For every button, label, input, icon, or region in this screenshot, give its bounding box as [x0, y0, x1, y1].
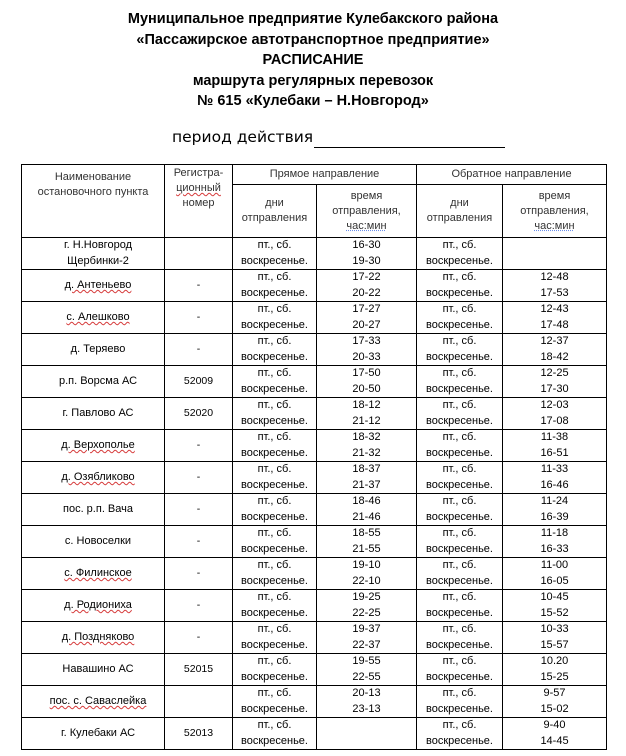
- forward-days: пт., сб. воскресенье.: [233, 686, 317, 718]
- stop-name: д. Верхополье: [22, 430, 165, 462]
- doc-subtitle: маршрута регулярных перевозок: [192, 72, 434, 89]
- reg-number: -: [165, 558, 233, 590]
- forward-time: 18-55 21-55: [317, 526, 417, 558]
- reg-number: 52013: [165, 718, 233, 750]
- reg-number: 52015: [165, 654, 233, 686]
- reg-number: [165, 238, 233, 270]
- forward-days: пт., сб. воскресенье.: [233, 270, 317, 302]
- reg-number: -: [165, 494, 233, 526]
- table-row: [22, 622, 607, 654]
- forward-time: 18-12 21-12: [317, 398, 417, 430]
- table-row: [22, 366, 607, 398]
- forward-days: пт., сб. воскресенье.: [233, 430, 317, 462]
- reg-number: -: [165, 590, 233, 622]
- stop-name: с. Новоселки: [22, 526, 165, 558]
- forward-days: пт., сб. воскресенье.: [233, 302, 317, 334]
- reg-number: -: [165, 270, 233, 302]
- document-header: [0, 0, 626, 112]
- backward-days: пт., сб. воскресенье.: [417, 366, 503, 398]
- org-name: Муниципальное предприятие Кулебакского района: [127, 11, 499, 27]
- period-label: период действия: [172, 128, 314, 146]
- table-row: [22, 590, 607, 622]
- forward-days: пт., сб. воскресенье.: [233, 718, 317, 750]
- doc-title: РАСПИСАНИЕ: [262, 52, 364, 68]
- header-backward-time: время отправления, час:мин: [503, 185, 607, 238]
- forward-days: пт., сб. воскресенье.: [233, 334, 317, 366]
- table-row: [22, 398, 607, 430]
- forward-days: пт., сб. воскресенье.: [233, 526, 317, 558]
- forward-days: пт., сб. воскресенье.: [233, 494, 317, 526]
- table-row: [22, 302, 607, 334]
- forward-days: пт., сб. воскресенье.: [233, 398, 317, 430]
- backward-time: 11-38 16-51: [503, 430, 607, 462]
- backward-time: 11-00 16-05: [503, 558, 607, 590]
- header-reg-number: Регистра- ционный номер: [165, 165, 233, 238]
- period-blank-line: [314, 147, 505, 148]
- backward-time: 10-33 15-57: [503, 622, 607, 654]
- reg-number: -: [165, 430, 233, 462]
- forward-time: 19-37 22-37: [317, 622, 417, 654]
- forward-time: 17-27 20-27: [317, 302, 417, 334]
- stop-name: д. Антеньево: [22, 270, 165, 302]
- forward-time: 17-22 20-22: [317, 270, 417, 302]
- reg-number: -: [165, 334, 233, 366]
- table-row: [22, 654, 607, 686]
- backward-days: пт., сб. воскресенье.: [417, 718, 503, 750]
- forward-days: пт., сб. воскресенье.: [233, 462, 317, 494]
- reg-number: [165, 686, 233, 718]
- stop-name: Навашино АС: [22, 654, 165, 686]
- table-row: [22, 334, 607, 366]
- backward-days: пт., сб. воскресенье.: [417, 462, 503, 494]
- header-stop-name: Наименование остановочного пункта: [22, 165, 165, 238]
- header-forward-direction: Прямое направление: [233, 165, 417, 185]
- forward-time: 16-30 19-30: [317, 238, 417, 270]
- backward-days: пт., сб. воскресенье.: [417, 558, 503, 590]
- table-row: [22, 430, 607, 462]
- reg-number: -: [165, 462, 233, 494]
- backward-time: 12-43 17-48: [503, 302, 607, 334]
- reg-number: -: [165, 622, 233, 654]
- backward-days: пт., сб. воскресенье.: [417, 686, 503, 718]
- backward-time: 12-37 18-42: [503, 334, 607, 366]
- forward-days: пт., сб. воскресенье.: [233, 238, 317, 270]
- reg-number: -: [165, 526, 233, 558]
- forward-time: 18-32 21-32: [317, 430, 417, 462]
- stop-name: р.п. Ворсма АС: [22, 366, 165, 398]
- forward-time: 20-13 23-13: [317, 686, 417, 718]
- forward-time: 18-46 21-46: [317, 494, 417, 526]
- stop-name: г. Н.Новгород Щербинки-2: [22, 238, 165, 270]
- backward-time: 12-25 17-30: [503, 366, 607, 398]
- backward-days: пт., сб. воскресенье.: [417, 398, 503, 430]
- backward-time: 12-03 17-08: [503, 398, 607, 430]
- header-forward-days: дни отправления: [233, 185, 317, 238]
- table-row: [22, 494, 607, 526]
- schedule-table: [21, 164, 607, 750]
- forward-time: 18-37 21-37: [317, 462, 417, 494]
- stop-name: с. Алешково: [22, 302, 165, 334]
- table-row: [22, 270, 607, 302]
- stop-name: г. Кулебаки АС: [22, 718, 165, 750]
- backward-time: 11-24 16-39: [503, 494, 607, 526]
- table-row: [22, 462, 607, 494]
- backward-time: 9-40 14-45: [503, 718, 607, 750]
- backward-time: 10-45 15-52: [503, 590, 607, 622]
- stop-name: д. Поздняково: [22, 622, 165, 654]
- forward-days: пт., сб. воскресенье.: [233, 622, 317, 654]
- forward-time: 19-55 22-55: [317, 654, 417, 686]
- backward-time: 11-33 16-46: [503, 462, 607, 494]
- backward-days: пт., сб. воскресенье.: [417, 494, 503, 526]
- forward-days: пт., сб. воскресенье.: [233, 590, 317, 622]
- forward-days: пт., сб. воскресенье.: [233, 558, 317, 590]
- stop-name: д. Озябликово: [22, 462, 165, 494]
- backward-time: [503, 238, 607, 270]
- stop-name: пос. р.п. Вача: [22, 494, 165, 526]
- stop-name: г. Павлово АС: [22, 398, 165, 430]
- forward-days: пт., сб. воскресенье.: [233, 654, 317, 686]
- route-title: № 615 «Кулебаки – Н.Новгород»: [197, 93, 429, 109]
- stop-name: с. Филинское: [22, 558, 165, 590]
- header-forward-time: время отправления, час:мин: [317, 185, 417, 238]
- reg-number: 52020: [165, 398, 233, 430]
- backward-time: 10.20 15-25: [503, 654, 607, 686]
- backward-days: пт., сб. воскресенье.: [417, 590, 503, 622]
- backward-days: пт., сб. воскресенье.: [417, 334, 503, 366]
- table-row: [22, 238, 607, 270]
- table-row: [22, 718, 607, 750]
- table-row: [22, 558, 607, 590]
- stop-name: пос. с. Саваслейка: [22, 686, 165, 718]
- backward-time: 12-48 17-53: [503, 270, 607, 302]
- header-backward-direction: Обратное направление: [417, 165, 607, 185]
- stop-name: д. Теряево: [22, 334, 165, 366]
- forward-time: 17-33 20-33: [317, 334, 417, 366]
- forward-days: пт., сб. воскресенье.: [233, 366, 317, 398]
- reg-number: 52009: [165, 366, 233, 398]
- backward-days: пт., сб. воскресенье.: [417, 622, 503, 654]
- reg-number: -: [165, 302, 233, 334]
- forward-time: 19-25 22-25: [317, 590, 417, 622]
- backward-days: пт., сб. воскресенье.: [417, 270, 503, 302]
- backward-days: пт., сб. воскресенье.: [417, 238, 503, 270]
- forward-time: [317, 718, 417, 750]
- backward-days: пт., сб. воскресенье.: [417, 526, 503, 558]
- forward-time: 17-50 20-50: [317, 366, 417, 398]
- backward-days: пт., сб. воскресенье.: [417, 430, 503, 462]
- table-row: [22, 526, 607, 558]
- backward-time: 9-57 15-02: [503, 686, 607, 718]
- backward-days: пт., сб. воскресенье.: [417, 654, 503, 686]
- backward-days: пт., сб. воскресенье.: [417, 302, 503, 334]
- table-row: [22, 686, 607, 718]
- backward-time: 11-18 16-33: [503, 526, 607, 558]
- stop-name: д. Родиониха: [22, 590, 165, 622]
- header-backward-days: дни отправления: [417, 185, 503, 238]
- org-full-name: «Пассажирское автотранспортное предприятие»: [136, 31, 490, 48]
- forward-time: 19-10 22-10: [317, 558, 417, 590]
